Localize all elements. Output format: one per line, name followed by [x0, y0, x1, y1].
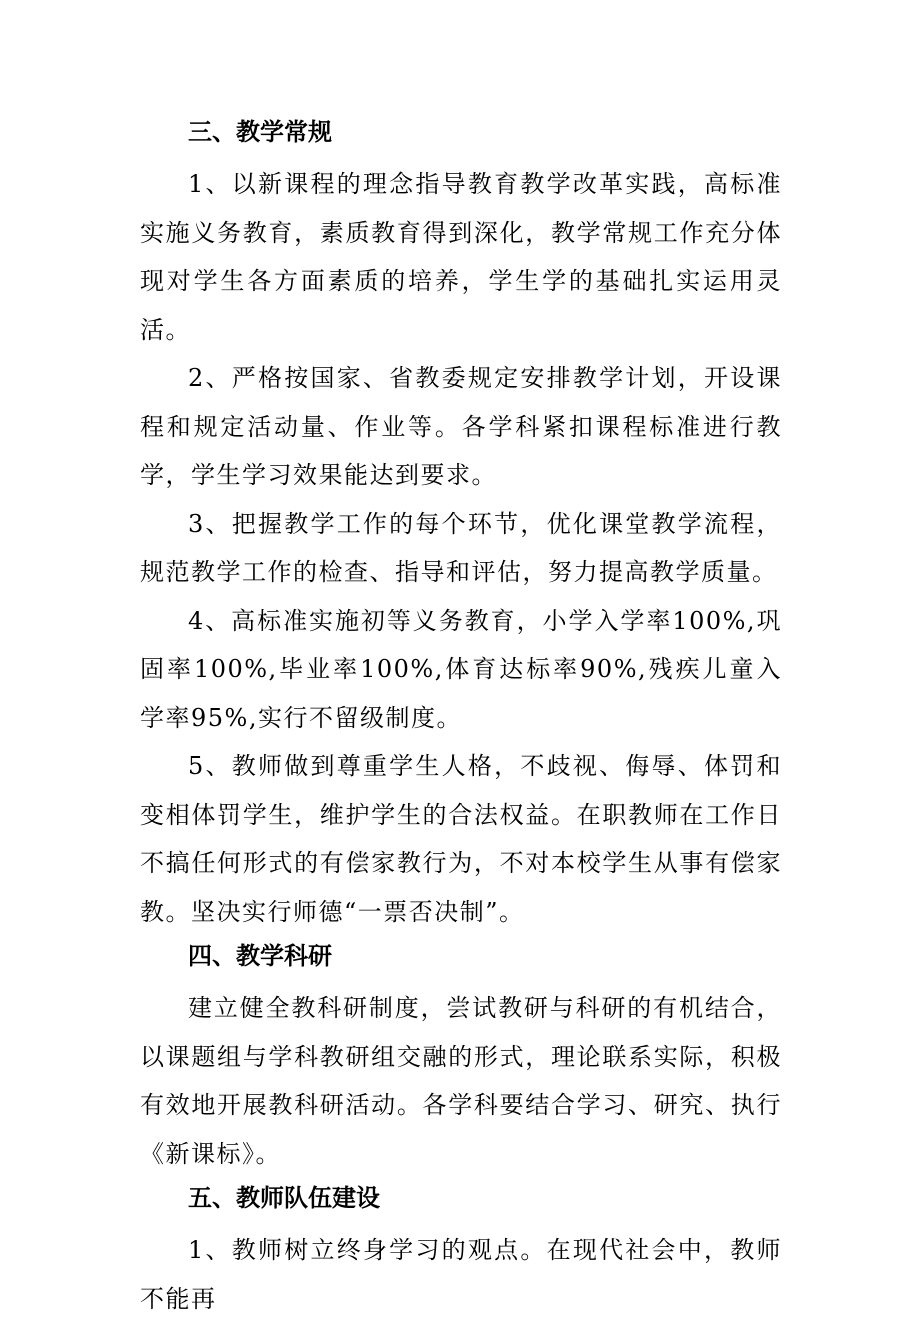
section-heading-teaching-research: 四、教学科研 [188, 941, 332, 970]
paragraph: 3、把握教学工作的每个环节，优化课堂教学流程，规范教学工作的检查、指导和评估，努力提高教学质量。 [140, 509, 782, 586]
paragraph: 建立健全教科研制度，尝试教研与科研的有机结合，以课题组与学科教研组交融的形式，理论联系实际，积极有效地开展教科研活动。各学科要结合学习、研究、执行《新课标》。 [140, 994, 782, 1168]
paragraph: 1、教师树立终身学习的观点。在现代社会中，教师不能再 [140, 1236, 782, 1313]
paragraph: 4、高标准实施初等义务教育，小学入学率100%,巩固率100%,毕业率100%,体育达标率90%,残疾儿童入学率95%,实行不留级制度。 [140, 606, 782, 732]
paragraph: 2、严格按国家、省教委规定安排教学计划，开设课程和规定活动量、作业等。各学科紧扣课程标准进行教学，学生学习效果能达到要求。 [140, 364, 782, 489]
paragraph: 1、以新课程的理念指导教育教学改革实践，高标准实施义务教育，素质教育得到深化，教学常规工作充分体现对学生各方面素质的培养，学生学的基础扎实运用灵活。 [140, 170, 782, 344]
paragraph: 5、教师做到尊重学生人格，不歧视、侮辱、体罚和变相体罚学生，维护学生的合法权益。在职教师在工作日不搞任何形式的有偿家教行为，不对本校学生从事有偿家教。坚决实行师德“一票否决制”。 [140, 752, 782, 926]
section-heading-teaching-routine: 三、教学常规 [188, 117, 332, 146]
section-heading-teacher-team: 五、教师队伍建设 [188, 1183, 380, 1212]
